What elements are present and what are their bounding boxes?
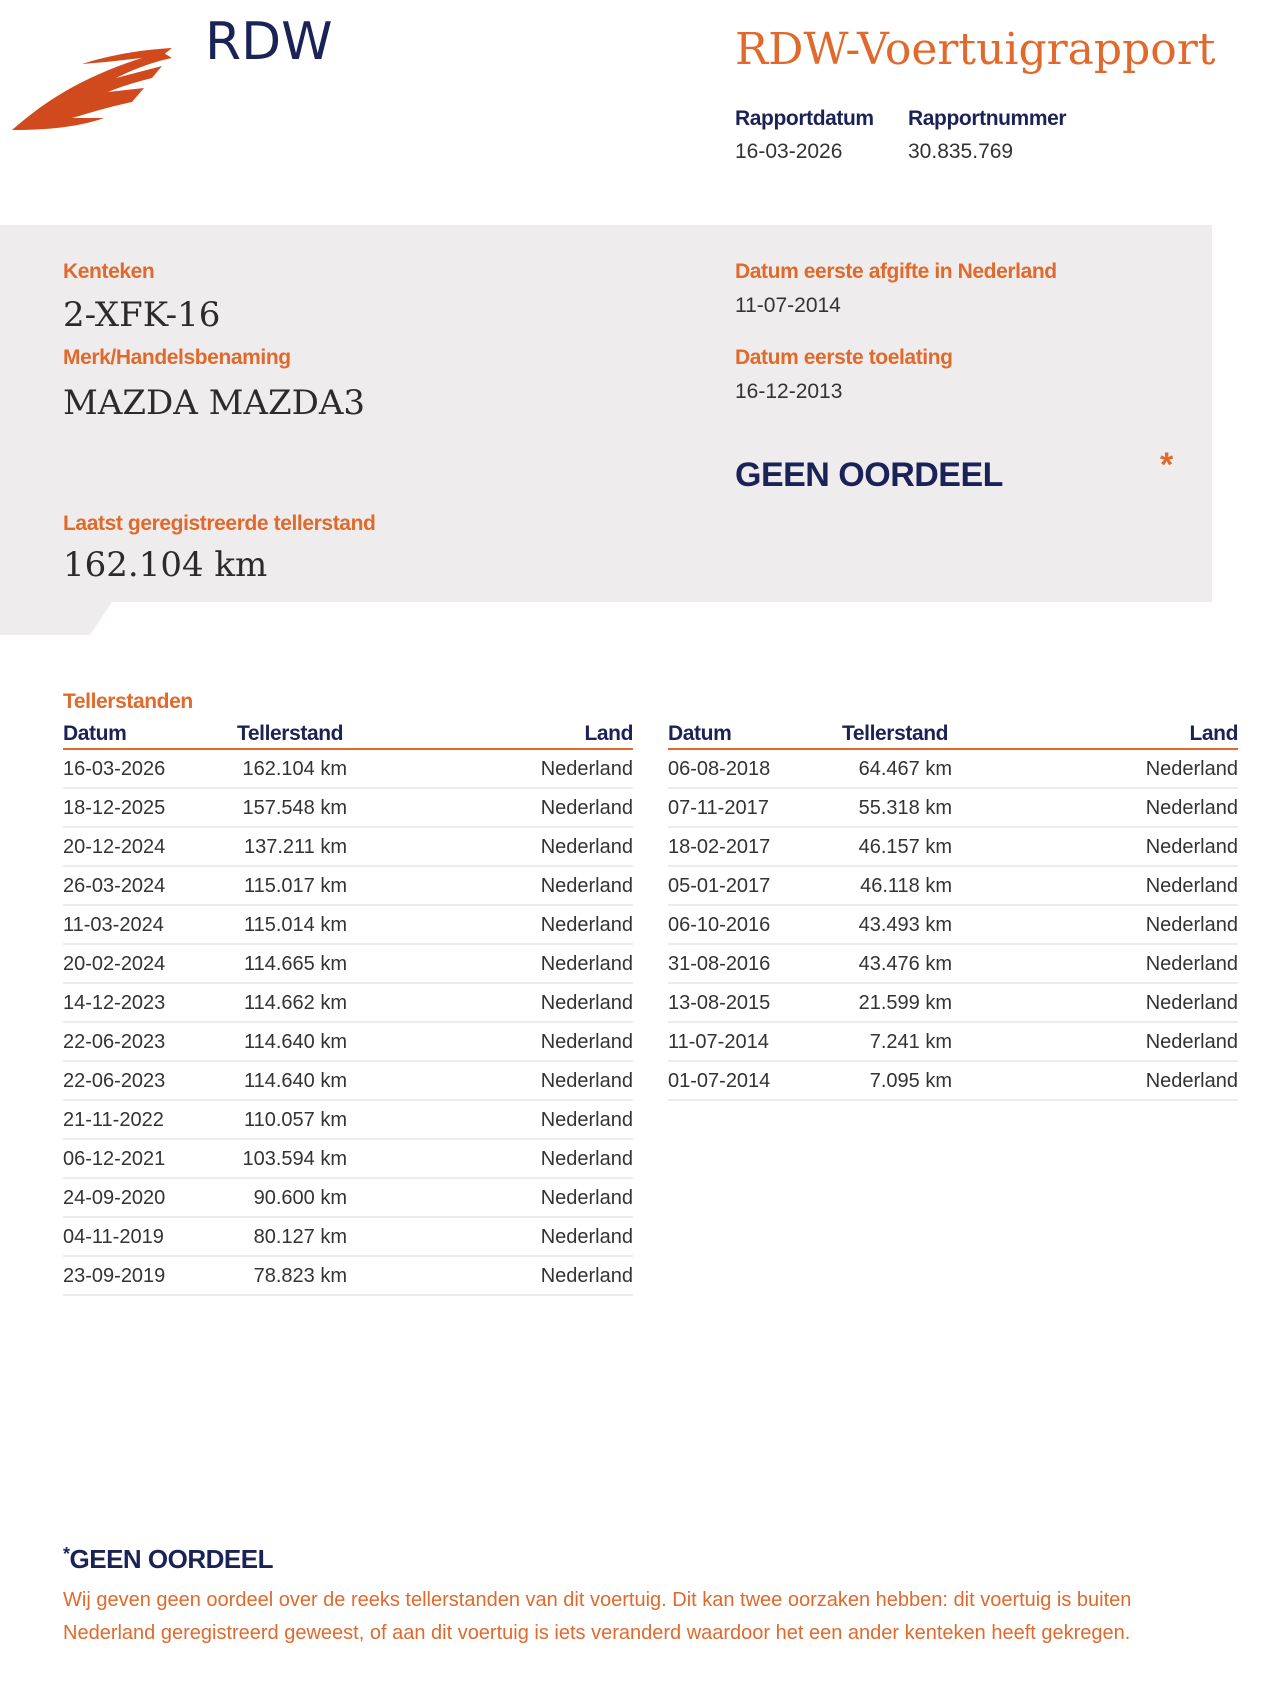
- cell-date: 21-11-2022: [63, 1109, 164, 1131]
- cell-odometer: 46.157 km: [858, 836, 952, 858]
- cell-date: 06-10-2016: [668, 914, 771, 936]
- brand-name: RDW: [205, 12, 333, 72]
- footnote-title-text: GEEN OORDEEL: [69, 1544, 273, 1574]
- cell-date: 14-12-2023: [63, 992, 166, 1014]
- cell-date: 01-07-2014: [668, 1070, 771, 1092]
- verdict-status: GEEN OORDEEL: [735, 456, 1003, 494]
- cell-country: Nederland: [1145, 836, 1238, 858]
- cell-country: Nederland: [1145, 758, 1238, 780]
- cell-odometer: 110.057 km: [243, 1109, 347, 1131]
- cell-date: 07-11-2017: [668, 797, 769, 819]
- table-row: [668, 984, 1238, 1023]
- table-row: [63, 789, 633, 828]
- table-row: [63, 1257, 633, 1296]
- report-title: RDW-Voertuigrapport: [735, 24, 1216, 75]
- table-row: [668, 867, 1238, 906]
- rdw-logo-icon: [12, 44, 182, 134]
- cell-odometer: 43.476 km: [858, 953, 952, 975]
- cell-date: 06-08-2018: [668, 758, 771, 780]
- odometer-table-left: [63, 722, 633, 1296]
- table-row: [63, 906, 633, 945]
- table-row: [63, 984, 633, 1023]
- cell-country: Nederland: [540, 875, 633, 897]
- make-model: MAZDA MAZDA3: [63, 383, 366, 423]
- cell-date: 18-02-2017: [668, 836, 771, 858]
- cell-country: Nederland: [1145, 1031, 1238, 1053]
- table-row: [63, 1140, 633, 1179]
- odometer-table-right: [668, 722, 1238, 1101]
- cell-odometer: 46.118 km: [860, 875, 952, 897]
- first-issue-date: 11-07-2014: [735, 294, 841, 317]
- cell-country: Nederland: [540, 1226, 633, 1248]
- col-odometer-header: Tellerstand: [237, 722, 344, 745]
- cell-date: 22-06-2023: [63, 1070, 166, 1092]
- cell-date: 11-07-2014: [668, 1031, 769, 1053]
- cell-odometer: 90.600 km: [253, 1187, 347, 1209]
- cell-odometer: 115.017 km: [243, 875, 347, 897]
- cell-country: Nederland: [1145, 875, 1238, 897]
- cell-odometer: 21.599 km: [858, 992, 952, 1014]
- cell-odometer: 55.318 km: [858, 797, 952, 819]
- table-row: [668, 906, 1238, 945]
- cell-date: 20-12-2024: [63, 836, 166, 858]
- cell-date: 20-02-2024: [63, 953, 166, 975]
- footnote-text: Wij geven geen oordeel over de reeks tellerstanden van dit voertuig. Dit kan twee oorzaken hebben: dit voertuig is buiten Nederland geregistreerd geweest, of aan dit voertuig is iets veranderd waardoor het een ander kenteken heeft gekregen.: [63, 1589, 1132, 1644]
- cell-date: 24-09-2020: [63, 1187, 166, 1209]
- table-row: [668, 945, 1238, 984]
- cell-date: 22-06-2023: [63, 1031, 166, 1053]
- table-row: [63, 1023, 633, 1062]
- table-row: [63, 1218, 633, 1257]
- cell-date: 11-03-2024: [63, 914, 164, 936]
- table-header: [63, 722, 633, 750]
- last-odometer: 162.104 km: [63, 545, 268, 585]
- cell-country: Nederland: [1145, 914, 1238, 936]
- cell-country: Nederland: [540, 953, 633, 975]
- table-row: [63, 1101, 633, 1140]
- cell-date: 04-11-2019: [63, 1226, 164, 1248]
- cell-odometer: 114.662 km: [243, 992, 347, 1014]
- col-country-header: Land: [584, 722, 633, 745]
- cell-date: 16-03-2026: [63, 758, 166, 780]
- footnote-title: [63, 1544, 273, 1575]
- first-admission-date-label: Datum eerste toelating: [735, 346, 953, 369]
- cell-country: Nederland: [540, 1109, 633, 1131]
- first-issue-date-label: Datum eerste afgifte in Nederland: [735, 260, 1057, 283]
- cell-country: Nederland: [540, 1070, 633, 1092]
- cell-date: 05-01-2017: [668, 875, 771, 897]
- table-row: [668, 750, 1238, 789]
- cell-country: Nederland: [1145, 797, 1238, 819]
- cell-country: Nederland: [540, 797, 633, 819]
- cell-odometer: 114.640 km: [243, 1070, 347, 1092]
- cell-date: 13-08-2015: [668, 992, 771, 1014]
- cell-country: Nederland: [540, 1031, 633, 1053]
- cell-date: 31-08-2016: [668, 953, 771, 975]
- odometer-section-title: Tellerstanden: [63, 690, 193, 713]
- cell-country: Nederland: [540, 836, 633, 858]
- cell-odometer: 137.211 km: [243, 836, 347, 858]
- table-row: [63, 750, 633, 789]
- table-body: [63, 750, 633, 1296]
- cell-country: Nederland: [540, 1148, 633, 1170]
- cell-date: 18-12-2025: [63, 797, 166, 819]
- table-row: [63, 867, 633, 906]
- cell-odometer: 80.127 km: [253, 1226, 347, 1248]
- cell-date: 23-09-2019: [63, 1265, 166, 1287]
- table-row: [668, 1062, 1238, 1101]
- report-date-label: Rapportdatum: [735, 107, 874, 130]
- table-row: [668, 828, 1238, 867]
- cell-odometer: 103.594 km: [242, 1148, 347, 1170]
- table-row: [63, 828, 633, 867]
- cell-date: 26-03-2024: [63, 875, 166, 897]
- cell-odometer: 162.104 km: [242, 758, 347, 780]
- report-number: 30.835.769: [908, 140, 1014, 163]
- cell-date: 06-12-2021: [63, 1148, 166, 1170]
- table-row: [668, 1023, 1238, 1062]
- report-number-label: Rapportnummer: [908, 107, 1067, 130]
- col-country-header: Land: [1189, 722, 1238, 745]
- cell-odometer: 115.014 km: [243, 914, 347, 936]
- cell-odometer: 43.493 km: [858, 914, 952, 936]
- col-date-header: Datum: [63, 722, 127, 745]
- col-odometer-header: Tellerstand: [842, 722, 949, 745]
- cell-country: Nederland: [540, 758, 633, 780]
- cell-country: Nederland: [1145, 953, 1238, 975]
- first-admission-date: 16-12-2013: [735, 380, 843, 403]
- footnote-star: *: [63, 1544, 70, 1564]
- verdict-asterisk: *: [1160, 446, 1174, 484]
- table-header: [668, 722, 1238, 750]
- col-date-header: Datum: [668, 722, 732, 745]
- cell-odometer: 64.467 km: [858, 758, 952, 780]
- cell-odometer: 78.823 km: [253, 1265, 347, 1287]
- report-date: 16-03-2026: [735, 140, 843, 163]
- table-row: [63, 1179, 633, 1218]
- table-row: [63, 945, 633, 984]
- cell-country: Nederland: [1145, 992, 1238, 1014]
- last-odometer-label: Laatst geregistreerde tellerstand: [63, 512, 376, 535]
- cell-country: Nederland: [1145, 1070, 1238, 1092]
- cell-odometer: 157.548 km: [242, 797, 347, 819]
- cell-odometer: 7.241 km: [869, 1031, 952, 1053]
- cell-odometer: 114.640 km: [243, 1031, 347, 1053]
- cell-odometer: 7.095 km: [869, 1070, 952, 1092]
- make-model-label: Merk/Handelsbenaming: [63, 346, 291, 369]
- table-body: [668, 750, 1238, 1101]
- table-row: [63, 1062, 633, 1101]
- cell-country: Nederland: [540, 992, 633, 1014]
- cell-odometer: 114.665 km: [243, 953, 347, 975]
- table-row: [668, 789, 1238, 828]
- license-plate: 2-XFK-16: [63, 295, 221, 335]
- cell-country: Nederland: [540, 1187, 633, 1209]
- cell-country: Nederland: [540, 914, 633, 936]
- cell-country: Nederland: [540, 1265, 633, 1287]
- license-plate-label: Kenteken: [63, 260, 155, 283]
